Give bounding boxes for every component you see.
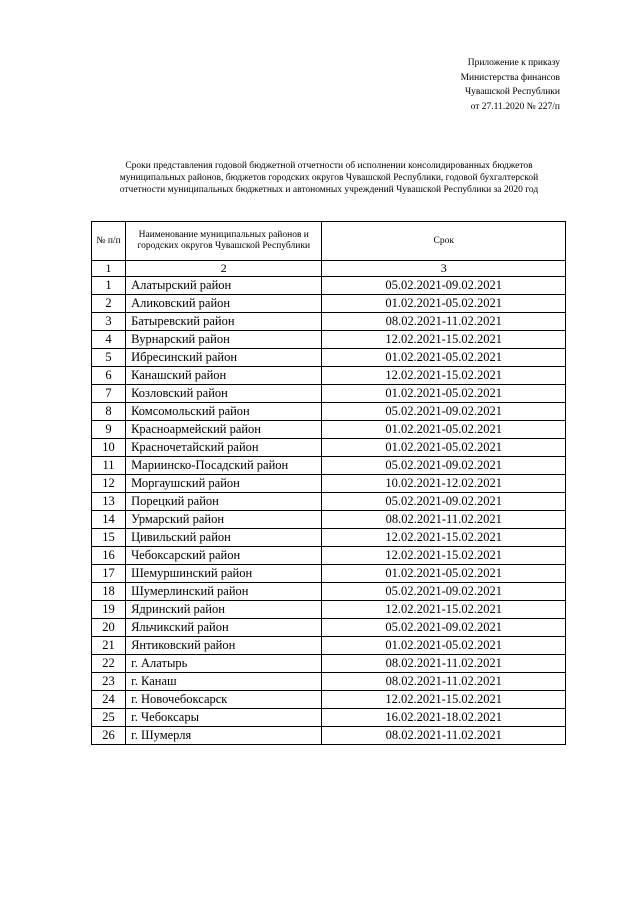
municipality-name-cell: Яльчикский район	[126, 619, 322, 637]
municipality-name-cell: г. Алатырь	[126, 655, 322, 673]
title-line: Сроки представления годовой бюджетной отчетности об исполнении консолидированных бюджетов	[125, 161, 533, 171]
municipality-name-cell: г. Канаш	[126, 673, 322, 691]
column-numbers-row	[92, 261, 566, 277]
table-row	[92, 367, 566, 385]
row-number-cell: 13	[92, 493, 126, 511]
deadline-cell: 08.02.2021-11.02.2021	[322, 313, 566, 331]
row-number-cell: 8	[92, 403, 126, 421]
table-row	[92, 313, 566, 331]
municipality-name-cell: г. Чебоксары	[126, 709, 322, 727]
deadline-cell: 08.02.2021-11.02.2021	[322, 727, 566, 745]
table-row	[92, 475, 566, 493]
row-number-cell: 4	[92, 331, 126, 349]
table-row	[92, 565, 566, 583]
deadline-cell: 01.02.2021-05.02.2021	[322, 385, 566, 403]
municipality-name-cell: г. Шумерля	[126, 727, 322, 745]
deadline-cell: 12.02.2021-15.02.2021	[322, 547, 566, 565]
table-row	[92, 673, 566, 691]
row-number-cell: 16	[92, 547, 126, 565]
municipality-name-cell: Алатырский район	[126, 277, 322, 295]
deadline-cell: 01.02.2021-05.02.2021	[322, 421, 566, 439]
row-number-cell: 7	[92, 385, 126, 403]
row-number-cell: 1	[92, 277, 126, 295]
deadline-cell: 05.02.2021-09.02.2021	[322, 493, 566, 511]
table-row	[92, 529, 566, 547]
table-row	[92, 601, 566, 619]
table-row	[92, 709, 566, 727]
deadline-cell: 12.02.2021-15.02.2021	[322, 331, 566, 349]
approval-line: от 27.11.2020 № 227/п	[470, 101, 560, 112]
header-name: Наименование муниципальных районов и городских округов Чувашской Республики	[126, 222, 322, 261]
municipality-name-cell: Красноармейский район	[126, 421, 322, 439]
row-number-cell: 25	[92, 709, 126, 727]
deadline-cell: 01.02.2021-05.02.2021	[322, 565, 566, 583]
row-number-cell: 14	[92, 511, 126, 529]
approval-line: Чувашской Республики	[464, 87, 560, 97]
municipality-name-cell: Шемуршинский район	[126, 565, 322, 583]
row-number-cell: 20	[92, 619, 126, 637]
row-number-cell: 12	[92, 475, 126, 493]
approval-line: Министерства финансов	[460, 72, 560, 83]
row-number-cell: 21	[92, 637, 126, 655]
deadline-cell: 05.02.2021-09.02.2021	[322, 583, 566, 601]
municipality-name-cell: Батыревский район	[126, 313, 322, 331]
approval-line: Приложение к приказу	[467, 58, 560, 68]
table-row	[92, 493, 566, 511]
deadline-cell: 16.02.2021-18.02.2021	[322, 709, 566, 727]
municipality-name-cell: Шумерлинский район	[126, 583, 322, 601]
deadline-cell: 05.02.2021-09.02.2021	[322, 277, 566, 295]
table-row	[92, 691, 566, 709]
row-number-cell: 24	[92, 691, 126, 709]
municipality-name-cell: Комсомольский район	[126, 403, 322, 421]
municipality-name-cell: Канашский район	[126, 367, 322, 385]
municipality-name-cell: Ибресинский район	[126, 349, 322, 367]
table-row	[92, 385, 566, 403]
deadline-cell: 01.02.2021-05.02.2021	[322, 637, 566, 655]
deadline-cell: 05.02.2021-09.02.2021	[322, 403, 566, 421]
municipality-name-cell: Аликовский район	[126, 295, 322, 313]
approval-block	[461, 56, 560, 114]
table-row	[92, 637, 566, 655]
municipality-name-cell: Козловский район	[126, 385, 322, 403]
title-line: отчетности муниципальных бюджетных и автономных учреждений Чувашской Республики за 2020 год	[119, 185, 539, 195]
table-row	[92, 403, 566, 421]
row-number-cell: 2	[92, 295, 126, 313]
table-row	[92, 619, 566, 637]
table-row	[92, 457, 566, 475]
municipality-name-cell: Порецкий район	[126, 493, 322, 511]
table-row	[92, 655, 566, 673]
row-number-cell: 22	[92, 655, 126, 673]
schedule-table	[91, 221, 566, 745]
deadline-cell: 08.02.2021-11.02.2021	[322, 673, 566, 691]
deadline-cell: 01.02.2021-05.02.2021	[322, 439, 566, 457]
table-row	[92, 511, 566, 529]
row-number-cell: 9	[92, 421, 126, 439]
row-number-cell: 5	[92, 349, 126, 367]
deadline-cell: 12.02.2021-15.02.2021	[322, 691, 566, 709]
row-number-cell: 17	[92, 565, 126, 583]
deadline-cell: 01.02.2021-05.02.2021	[322, 349, 566, 367]
row-number-cell: 18	[92, 583, 126, 601]
table-row	[92, 547, 566, 565]
municipality-name-cell: Моргаушский район	[126, 475, 322, 493]
table-row	[92, 295, 566, 313]
header-num: № п/п	[92, 222, 126, 261]
municipality-name-cell: Вурнарский район	[126, 331, 322, 349]
deadline-cell: 01.02.2021-05.02.2021	[322, 295, 566, 313]
municipality-name-cell: Янтиковский район	[126, 637, 322, 655]
deadline-cell: 08.02.2021-11.02.2021	[322, 655, 566, 673]
table-row	[92, 583, 566, 601]
row-number-cell: 26	[92, 727, 126, 745]
column-number: 3	[322, 261, 566, 277]
deadline-cell: 05.02.2021-09.02.2021	[322, 619, 566, 637]
table-row	[92, 277, 566, 295]
deadline-cell: 12.02.2021-15.02.2021	[322, 529, 566, 547]
deadline-cell: 08.02.2021-11.02.2021	[322, 511, 566, 529]
row-number-cell: 6	[92, 367, 126, 385]
deadline-cell: 05.02.2021-09.02.2021	[322, 457, 566, 475]
column-number: 2	[126, 261, 322, 277]
row-number-cell: 11	[92, 457, 126, 475]
deadline-cell: 10.02.2021-12.02.2021	[322, 475, 566, 493]
table-row	[92, 421, 566, 439]
table-header-row	[92, 222, 566, 261]
municipality-name-cell: Урмарский район	[126, 511, 322, 529]
row-number-cell: 23	[92, 673, 126, 691]
municipality-name-cell: г. Новочебоксарск	[126, 691, 322, 709]
table-row	[92, 331, 566, 349]
table-row	[92, 439, 566, 457]
deadline-cell: 12.02.2021-15.02.2021	[322, 367, 566, 385]
municipality-name-cell: Цивильский район	[126, 529, 322, 547]
row-number-cell: 19	[92, 601, 126, 619]
document-title	[92, 160, 566, 196]
row-number-cell: 10	[92, 439, 126, 457]
column-number: 1	[92, 261, 126, 277]
header-term: Срок	[322, 222, 566, 261]
deadline-cell: 12.02.2021-15.02.2021	[322, 601, 566, 619]
table-row	[92, 727, 566, 745]
municipality-name-cell: Чебоксарский район	[126, 547, 322, 565]
table-row	[92, 349, 566, 367]
municipality-name-cell: Мариинско-Посадский район	[126, 457, 322, 475]
row-number-cell: 15	[92, 529, 126, 547]
municipality-name-cell: Красночетайский район	[126, 439, 322, 457]
municipality-name-cell: Ядринский район	[126, 601, 322, 619]
row-number-cell: 3	[92, 313, 126, 331]
title-line: муниципальных районов, бюджетов городских округов Чувашской Республики, годовой бухгалтерской	[119, 173, 539, 183]
